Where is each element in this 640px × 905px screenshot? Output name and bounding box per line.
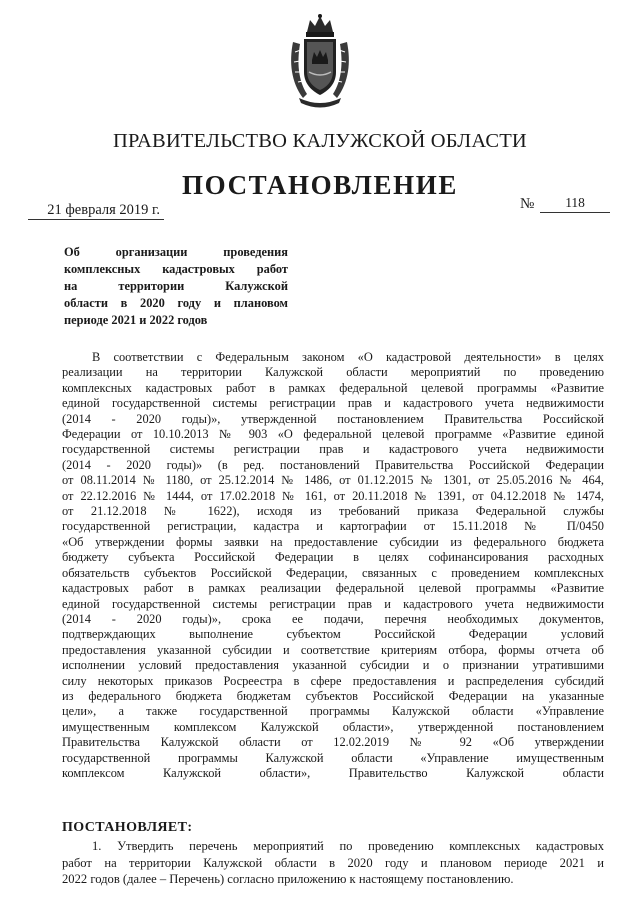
number-value: 118 — [540, 194, 610, 213]
document-number — [520, 194, 610, 213]
decree-word: ПОСТАНОВЛЯЕТ: — [62, 820, 193, 835]
preamble-paragraph — [62, 350, 604, 781]
subject-line: комплексных кадастровых работ — [64, 262, 288, 276]
body-line: (2014 - 2020 годы)» (в ред. постановлений Правительства Российской Федерации — [62, 457, 604, 472]
subject-line: области в 2020 году и плановом — [64, 296, 288, 310]
body-line: государственной системы регистрации прав и кадастрового учета недвижимости — [62, 442, 604, 457]
body-line: реализации на территории Калужской области мероприятий по проведению — [62, 365, 604, 380]
body-line: кадастровых работ в рамках реализации федеральной целевой программы «Развитие — [62, 581, 604, 596]
body-line: от 22.12.2016 № 1444, от 17.02.2018 № 161, от 20.11.2018 № 1391, от 04.12.2018 № 1474, — [62, 488, 604, 503]
body-line: подтверждающих выполнение субъектом Российской Федерации условий — [62, 627, 604, 642]
item-line: 1. Утвердить перечень мероприятий по проведению комплексных кадастровых — [92, 839, 604, 853]
body-line: Федерации от 10.10.2013 № 903 «О федеральной целевой программе «Развитие единой — [62, 427, 604, 442]
body-line: исполнении условий предоставления указанной субсидии и о признании утратившими — [62, 658, 604, 673]
body-line: единой государственной системы регистрации прав и кадастрового учета недвижимости — [62, 396, 604, 411]
item-line: работ на территории Калужской области в 2020 году и плановом периоде 2021 и — [62, 855, 604, 870]
body-line: от 21.12.2018 № 1622), исходя из требований приказа Федеральной службы — [62, 504, 604, 519]
body-line: имущественным комплексом Калужской области», утвержденной постановлением — [62, 719, 604, 734]
subject-line: на территории Калужской — [64, 279, 288, 293]
body-line: В соответствии с Федеральным законом «О кадастровой деятельности» в целях — [92, 350, 604, 364]
body-line: Правительства Калужской области от 12.02.2019 № 92 «Об утверждении — [62, 735, 604, 750]
body-line: единой государственной системы регистрации прав и кадастрового учета недвижимости — [62, 596, 604, 611]
body-line: силу некоторых приказов Росреестра в сфере предоставления и распределения субсидий — [62, 673, 604, 688]
body-line: (2014 - 2020 годы)», утвержденной постановлением Правительства Российской — [62, 411, 604, 426]
body-line: от 08.11.2014 № 1180, от 25.12.2014 № 1486, от 01.12.2015 № 1301, от 25.05.2016 № 464, — [62, 473, 604, 488]
number-sign: № — [520, 196, 535, 212]
decree-subject — [64, 244, 288, 329]
government-title: ПРАВИТЕЛЬСТВО КАЛУЖСКОЙ ОБЛАСТИ — [113, 130, 527, 152]
body-line: предоставления указанной субсидии и соответствие критериям отбора, формы отчета об — [62, 642, 604, 657]
subject-line: Об организации проведения — [64, 245, 288, 259]
document-type-title: ПОСТАНОВЛЕНИЕ — [182, 170, 458, 200]
document-date: 21 февраля 2019 г. — [28, 201, 164, 220]
body-line: «Об утверждении формы заявки на предоставление субсидии из федерального бюджета — [62, 534, 604, 549]
body-line: цели», а также государственной программы Калужской области «Управление — [62, 704, 604, 719]
body-line: государственной программы Калужской области «Управление имущественным — [62, 750, 604, 765]
body-line: бюджету субъекта Российской Федерации в целях софинансирования расходных — [62, 550, 604, 565]
coat-of-arms-icon — [287, 12, 353, 108]
body-line: из федерального бюджета бюджетам субъектов Российской Федерации на указанные — [62, 688, 604, 703]
body-line: комплексных кадастровых работ в рамках федеральной целевой программы «Развитие — [62, 380, 604, 395]
body-line: обязательств субъектов Российской Федерации, связанных с проведением комплексных — [62, 565, 604, 580]
body-line: государственной регистрации, кадастра и картографии от 15.11.2018 № П/0450 — [62, 519, 604, 534]
body-line: (2014 - 2020 годы)», срока ее подачи, перечня необходимых документов, — [62, 611, 604, 626]
item-line: 2022 годов (далее – Перечень) согласно приложению к настоящему постановлению. — [62, 872, 514, 887]
body-line: комплексом Калужской области», Правительство Калужской области — [62, 765, 604, 780]
subject-line: периоде 2021 и 2022 годов — [64, 313, 208, 327]
decree-item-1 — [62, 838, 604, 888]
